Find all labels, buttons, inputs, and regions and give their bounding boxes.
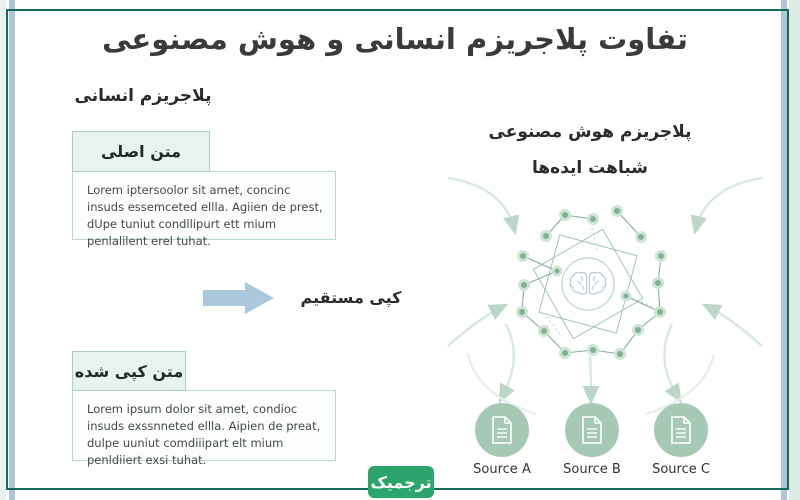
right-arrow-icon xyxy=(203,281,275,315)
idea-similarity-subheading: شباهت ایده‌ها xyxy=(532,158,648,178)
document-icon xyxy=(579,415,605,445)
copied-text-box: Lorem ipsum dolor sit amet, condioc insuds exssnneted ellla. Aipien de preat, dulpe uuniut comdiiipart elt mium penldiiert exsi tuhat. xyxy=(72,390,336,461)
source-a-circle xyxy=(475,403,529,457)
source-a-label: Source A xyxy=(473,462,531,477)
source-a xyxy=(467,403,537,477)
page-title: تفاوت پلاجریزم انسانی و هوش مصنوعی xyxy=(102,22,688,56)
human-section-heading: پلاجریزم انسانی xyxy=(74,86,212,106)
direct-copy-label: کپی مستقیم xyxy=(300,288,402,307)
original-text-tab: متن اصلی xyxy=(72,131,210,172)
source-c-label: Source C xyxy=(652,462,710,477)
document-icon xyxy=(489,415,515,445)
tarjomik-logo: ترجمیک xyxy=(368,466,434,498)
source-b xyxy=(557,403,627,477)
copied-text-tab: متن کپی شده xyxy=(72,351,186,391)
source-b-circle xyxy=(565,403,619,457)
ai-section-heading: پلاجریزم هوش مصنوعی xyxy=(488,122,692,142)
source-c xyxy=(646,403,716,477)
idea-network-diagram xyxy=(440,176,770,418)
source-b-label: Source B xyxy=(563,462,621,477)
source-c-circle xyxy=(654,403,708,457)
right-edge-strip xyxy=(789,0,800,500)
original-text-box: Lorem iptersoolor sit amet, concinc insuds essemceted ellla. Agiien de prest, dUpe tuniut condllipurt ett mium penlalilent erel tuhat. xyxy=(72,171,336,240)
document-icon xyxy=(668,415,694,445)
